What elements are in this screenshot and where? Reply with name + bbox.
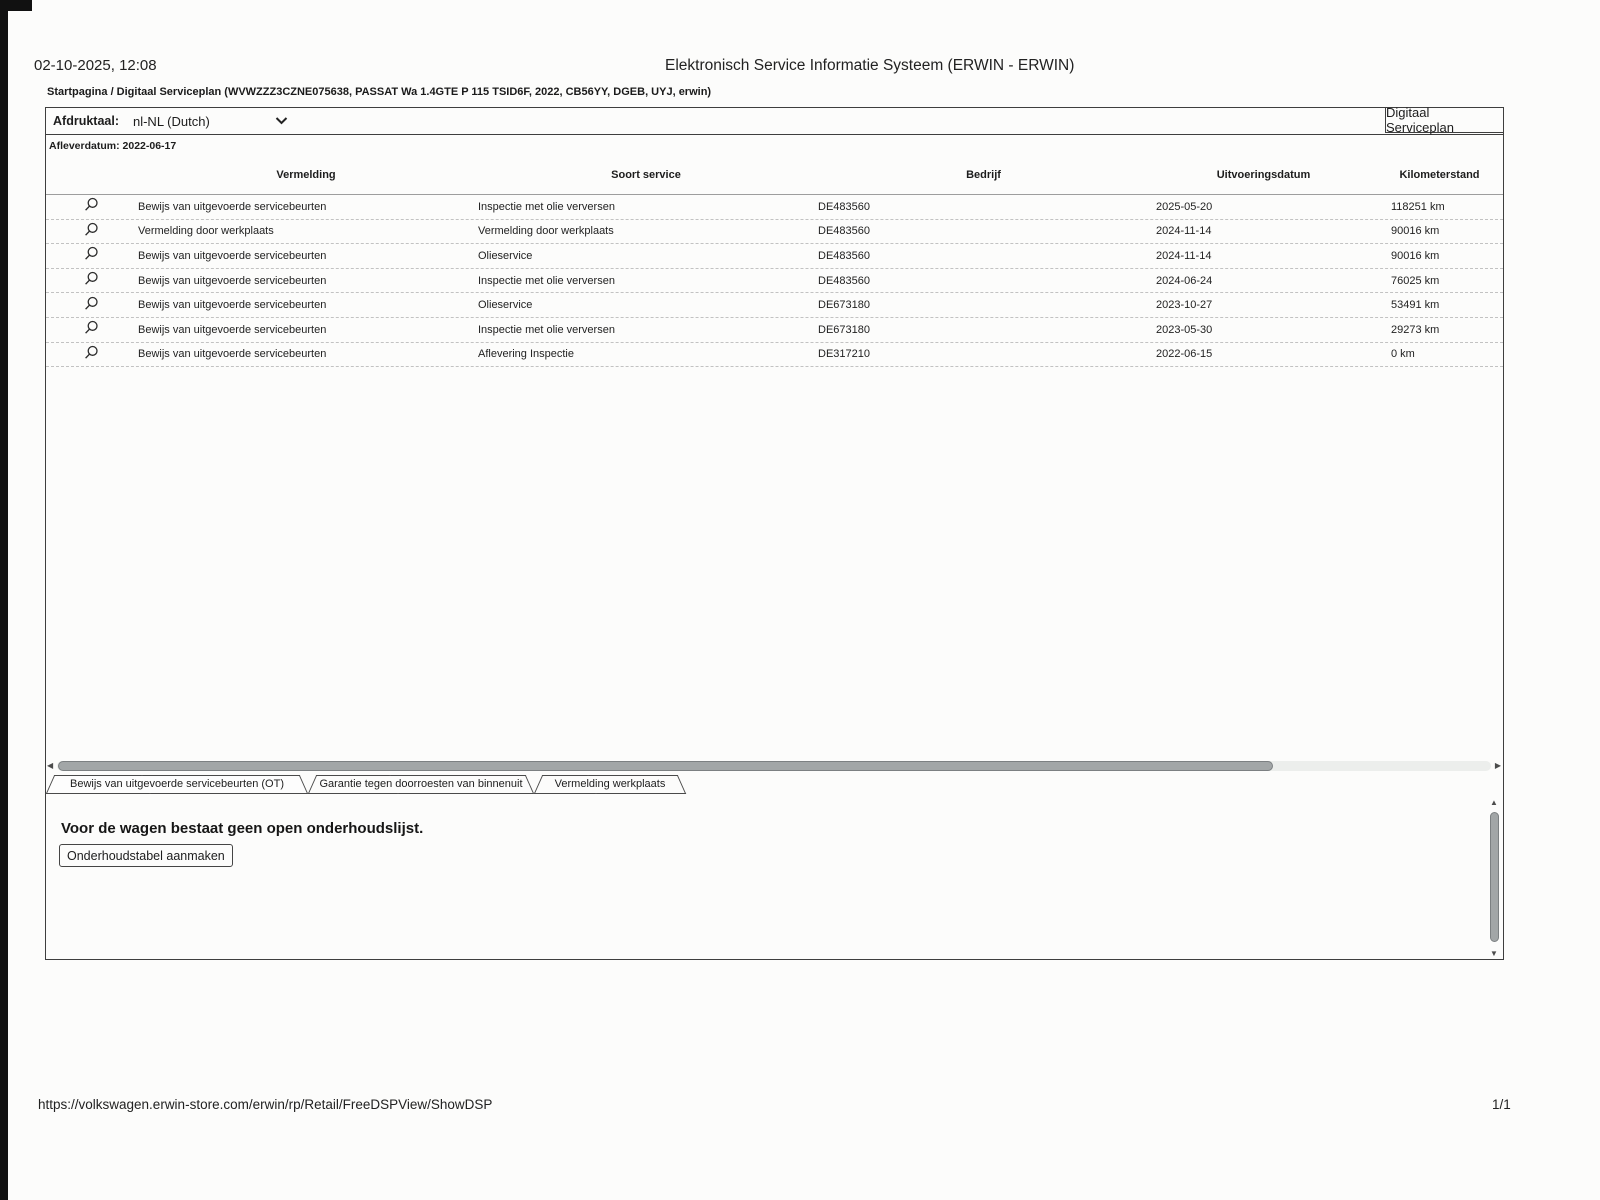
search-icon[interactable] [83,271,99,290]
panel-message: Voor de wagen bestaat geen open onderhoudslijst. [61,820,424,837]
tab-bewijs-servicebeurten[interactable] [46,775,308,794]
cell-uitvoeringsdatum: 2022-06-15 [1156,348,1213,361]
search-icon[interactable] [83,296,99,315]
cell-bedrijf: DE317210 [818,348,870,361]
cell-soort-service: Olieservice [478,249,533,262]
cell-soort-service: Olieservice [478,299,533,312]
print-datetime: 02-10-2025, 12:08 [34,57,157,74]
cell-soort-service: Aflevering Inspectie [478,348,574,361]
table-row [46,269,1503,294]
plan-title-box: Digitaal Serviceplan [1385,108,1503,133]
cell-kilometerstand: 29273 km [1391,323,1440,336]
cell-vermelding: Bewijs van uitgevoerde servicebeurten [138,200,327,213]
tab-vermelding-werkplaats[interactable] [534,775,686,794]
cell-bedrijf: DE483560 [818,274,870,287]
scan-corner [0,0,32,11]
cell-uitvoeringsdatum: 2024-06-24 [1156,274,1213,287]
cell-kilometerstand: 90016 km [1391,249,1440,262]
chevron-down-icon [275,112,288,130]
column-header-kilometerstand: Kilometerstand [1399,169,1480,181]
cell-soort-service: Inspectie met olie verversen [478,274,615,287]
cell-vermelding: Bewijs van uitgevoerde servicebeurten [138,348,327,361]
table-row [46,293,1503,318]
cell-vermelding: Bewijs van uitgevoerde servicebeurten [138,323,327,336]
search-icon[interactable] [83,197,99,216]
tab-label: Vermelding werkplaats [554,778,666,790]
toolbar [46,105,1503,135]
cell-soort-service: Inspectie met olie verversen [478,323,615,336]
v-scrollbar-thumb[interactable] [1490,812,1499,942]
cell-bedrijf: DE483560 [818,225,870,238]
column-header-bedrijf: Bedrijf [966,169,1001,181]
cell-bedrijf: DE483560 [818,200,870,213]
scroll-up-icon[interactable]: ▲ [1490,798,1498,807]
table-row [46,343,1503,368]
scroll-left-icon[interactable]: ◀ [47,761,54,770]
cell-kilometerstand: 53491 km [1391,299,1440,312]
create-maintenance-table-button[interactable]: Onderhoudstabel aanmaken [59,844,233,867]
cell-uitvoeringsdatum: 2023-05-30 [1156,323,1213,336]
column-header-vermelding: Vermelding [276,169,336,181]
cell-uitvoeringsdatum: 2024-11-14 [1156,225,1212,238]
cell-vermelding: Bewijs van uitgevoerde servicebeurten [138,249,327,262]
cell-bedrijf: DE673180 [818,299,870,312]
cell-kilometerstand: 118251 km [1391,200,1445,213]
h-scrollbar-thumb[interactable] [58,761,1273,771]
scroll-down-icon[interactable]: ▼ [1490,949,1498,958]
scan-edge [0,0,8,1200]
page-title: Elektronisch Service Informatie Systeem (ERWIN - ERWIN) [665,57,1075,74]
search-icon[interactable] [83,345,99,364]
vertical-scrollbar[interactable] [1489,798,1501,958]
cell-soort-service: Inspectie met olie verversen [478,200,615,213]
print-language-select[interactable] [53,112,288,130]
serviceplan-frame [45,107,1504,960]
footer-url: https://volkswagen.erwin-store.com/erwin/rp/Retail/FreeDSPView/ShowDSP [38,1097,493,1112]
cell-kilometerstand: 90016 km [1391,225,1440,238]
column-header-uitvoeringsdatum: Uitvoeringsdatum [1216,169,1311,181]
horizontal-scrollbar[interactable] [46,760,1503,772]
search-icon[interactable] [83,320,99,339]
tab-label: Garantie tegen doorroesten van binnenuit [319,778,523,790]
table-row [46,318,1503,343]
cell-vermelding: Bewijs van uitgevoerde servicebeurten [138,299,327,312]
cell-uitvoeringsdatum: 2024-11-14 [1156,249,1212,262]
table-row [46,220,1503,245]
cell-uitvoeringsdatum: 2025-05-20 [1156,200,1213,213]
cell-bedrijf: DE483560 [818,249,870,262]
print-language-label: Afdruktaal: [53,114,119,128]
column-header-soort-service: Soort service [611,169,681,181]
cell-vermelding: Bewijs van uitgevoerde servicebeurten [138,274,327,287]
search-icon[interactable] [83,246,99,265]
scroll-right-icon[interactable]: ▶ [1494,761,1501,770]
tab-label: Bewijs van uitgevoerde servicebeurten (OT) [70,778,284,790]
cell-bedrijf: DE673180 [818,323,870,336]
table-header [46,166,1503,184]
page-number: 1/1 [1492,1097,1511,1112]
print-language-value: nl-NL (Dutch) [132,113,210,129]
table-row [46,244,1503,269]
cell-kilometerstand: 76025 km [1391,274,1440,287]
table-row [46,195,1503,220]
cell-soort-service: Vermelding door werkplaats [478,225,614,238]
tab-garantie-doorroesten[interactable] [308,775,534,794]
cell-vermelding: Vermelding door werkplaats [138,225,274,238]
cell-uitvoeringsdatum: 2023-10-27 [1156,299,1213,312]
breadcrumb: Startpagina / Digitaal Serviceplan (WVWZZZ3CZNE075638, PASSAT Wa 1.4GTE P 115 TSID6F, 2022, CB56YY, DGEB, UYJ, erwin) [47,86,712,98]
table-body [46,194,1503,367]
search-icon[interactable] [83,222,99,241]
cell-kilometerstand: 0 km [1391,348,1415,361]
delivery-date: Afleverdatum: 2022-06-17 [49,140,177,152]
